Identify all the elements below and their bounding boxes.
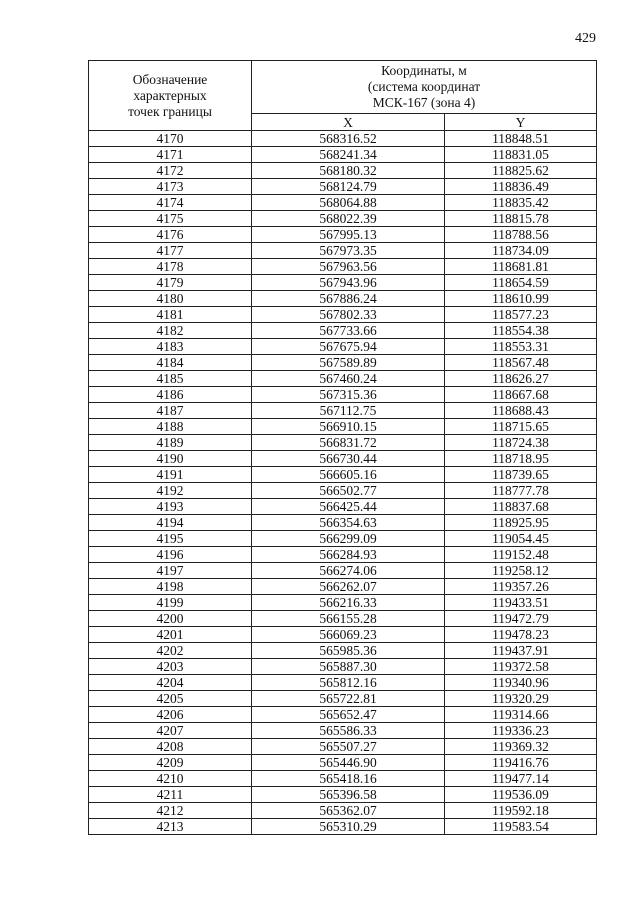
x-coordinate-cell: 565446.90	[252, 755, 445, 771]
table-row	[89, 435, 597, 451]
table-row	[89, 403, 597, 419]
y-coordinate-cell: 119472.79	[445, 611, 597, 627]
y-coordinate-cell: 118836.49	[445, 179, 597, 195]
table-row	[89, 707, 597, 723]
x-coordinate-cell: 566910.15	[252, 419, 445, 435]
table-row	[89, 531, 597, 547]
x-coordinate-cell: 568022.39	[252, 211, 445, 227]
x-coordinate-cell: 565722.81	[252, 691, 445, 707]
point-id-cell: 4183	[89, 339, 252, 355]
table-row	[89, 211, 597, 227]
y-coordinate-cell: 119372.58	[445, 659, 597, 675]
point-id-cell: 4192	[89, 483, 252, 499]
table-row	[89, 323, 597, 339]
point-id-cell: 4194	[89, 515, 252, 531]
y-coordinate-cell: 118815.78	[445, 211, 597, 227]
y-coordinate-cell: 118715.65	[445, 419, 597, 435]
y-coordinate-cell: 119314.66	[445, 707, 597, 723]
x-coordinate-cell: 567675.94	[252, 339, 445, 355]
x-coordinate-cell: 566069.23	[252, 627, 445, 643]
point-id-cell: 4205	[89, 691, 252, 707]
point-id-cell: 4173	[89, 179, 252, 195]
y-coordinate-cell: 119433.51	[445, 595, 597, 611]
table-body	[89, 131, 597, 835]
point-id-cell: 4188	[89, 419, 252, 435]
point-label-header-line: точек границы	[128, 103, 212, 119]
x-coordinate-cell: 566605.16	[252, 467, 445, 483]
table-row	[89, 595, 597, 611]
x-coordinate-cell: 565887.30	[252, 659, 445, 675]
point-id-cell: 4199	[89, 595, 252, 611]
y-coordinate-cell: 118788.56	[445, 227, 597, 243]
x-coordinate-cell: 567886.24	[252, 291, 445, 307]
point-id-cell: 4197	[89, 563, 252, 579]
y-coordinate-cell: 119592.18	[445, 803, 597, 819]
coordinates-group-header	[252, 61, 597, 114]
y-coordinate-cell: 119437.91	[445, 643, 597, 659]
table-row	[89, 739, 597, 755]
y-coordinate-cell: 118626.27	[445, 371, 597, 387]
y-coordinate-cell: 118718.95	[445, 451, 597, 467]
y-coordinate-cell: 118739.65	[445, 467, 597, 483]
point-id-cell: 4170	[89, 131, 252, 147]
point-id-cell: 4207	[89, 723, 252, 739]
x-coordinate-cell: 565586.33	[252, 723, 445, 739]
y-coordinate-cell: 119336.23	[445, 723, 597, 739]
point-id-cell: 4211	[89, 787, 252, 803]
y-coordinate-cell: 118724.38	[445, 435, 597, 451]
y-coordinate-cell: 119477.14	[445, 771, 597, 787]
point-id-cell: 4208	[89, 739, 252, 755]
point-id-cell: 4209	[89, 755, 252, 771]
y-coordinate-cell: 118553.31	[445, 339, 597, 355]
y-coordinate-cell: 118925.95	[445, 515, 597, 531]
x-coordinate-cell: 566425.44	[252, 499, 445, 515]
coordinates-table	[88, 60, 597, 835]
y-coordinate-cell: 118734.09	[445, 243, 597, 259]
y-coordinate-cell: 118577.23	[445, 307, 597, 323]
table-row	[89, 499, 597, 515]
table-row	[89, 227, 597, 243]
table-row	[89, 787, 597, 803]
table-row	[89, 659, 597, 675]
y-coordinate-cell: 119369.32	[445, 739, 597, 755]
x-coordinate-cell: 566354.63	[252, 515, 445, 531]
y-coordinate-cell: 118837.68	[445, 499, 597, 515]
y-coordinate-cell: 119583.54	[445, 819, 597, 835]
table-row	[89, 163, 597, 179]
y-coordinate-cell: 119320.29	[445, 691, 597, 707]
y-coordinate-cell: 118688.43	[445, 403, 597, 419]
table-row	[89, 195, 597, 211]
y-coordinate-cell: 119478.23	[445, 627, 597, 643]
point-id-cell: 4200	[89, 611, 252, 627]
point-id-cell: 4190	[89, 451, 252, 467]
table-row	[89, 627, 597, 643]
point-id-cell: 4203	[89, 659, 252, 675]
point-label-header	[89, 61, 252, 131]
x-coordinate-cell: 567112.75	[252, 403, 445, 419]
table-row	[89, 355, 597, 371]
x-coordinate-cell: 565507.27	[252, 739, 445, 755]
y-coordinate-cell: 119054.45	[445, 531, 597, 547]
table-row	[89, 147, 597, 163]
x-coordinate-cell: 566502.77	[252, 483, 445, 499]
y-coordinate-cell: 119340.96	[445, 675, 597, 691]
x-coordinate-cell: 566262.07	[252, 579, 445, 595]
point-id-cell: 4182	[89, 323, 252, 339]
table-row	[89, 243, 597, 259]
x-coordinate-cell: 565362.07	[252, 803, 445, 819]
x-coordinate-cell: 565418.16	[252, 771, 445, 787]
x-coordinate-cell: 566730.44	[252, 451, 445, 467]
x-coordinate-cell: 565985.36	[252, 643, 445, 659]
point-id-cell: 4176	[89, 227, 252, 243]
y-coordinate-cell: 118610.99	[445, 291, 597, 307]
table-row	[89, 451, 597, 467]
x-coordinate-cell: 567733.66	[252, 323, 445, 339]
table-row	[89, 547, 597, 563]
table-row	[89, 643, 597, 659]
point-id-cell: 4181	[89, 307, 252, 323]
x-coordinate-cell: 567963.56	[252, 259, 445, 275]
table-row	[89, 771, 597, 787]
point-id-cell: 4174	[89, 195, 252, 211]
point-id-cell: 4204	[89, 675, 252, 691]
table-row	[89, 339, 597, 355]
y-coordinate-cell: 118681.81	[445, 259, 597, 275]
coordinates-header-line: (система координат	[367, 79, 481, 94]
table-row	[89, 755, 597, 771]
x-column-header: X	[252, 114, 445, 131]
table-row	[89, 691, 597, 707]
y-coordinate-cell: 118831.05	[445, 147, 597, 163]
point-id-cell: 4185	[89, 371, 252, 387]
y-coordinate-cell: 119357.26	[445, 579, 597, 595]
point-label-header-line: характерных	[133, 87, 207, 103]
x-coordinate-cell: 566299.09	[252, 531, 445, 547]
x-coordinate-cell: 567802.33	[252, 307, 445, 323]
point-id-cell: 4210	[89, 771, 252, 787]
x-coordinate-cell: 567460.24	[252, 371, 445, 387]
y-coordinate-cell: 119152.48	[445, 547, 597, 563]
table-row	[89, 611, 597, 627]
point-id-cell: 4202	[89, 643, 252, 659]
x-coordinate-cell: 568241.34	[252, 147, 445, 163]
table-row	[89, 723, 597, 739]
y-coordinate-cell: 118777.78	[445, 483, 597, 499]
point-id-cell: 4191	[89, 467, 252, 483]
y-coordinate-cell: 119416.76	[445, 755, 597, 771]
x-coordinate-cell: 565396.58	[252, 787, 445, 803]
x-coordinate-cell: 566216.33	[252, 595, 445, 611]
table-row	[89, 179, 597, 195]
x-coordinate-cell: 568316.52	[252, 131, 445, 147]
point-id-cell: 4212	[89, 803, 252, 819]
table-row	[89, 483, 597, 499]
x-coordinate-cell: 565310.29	[252, 819, 445, 835]
x-coordinate-cell: 565812.16	[252, 675, 445, 691]
table-row	[89, 307, 597, 323]
table-row	[89, 563, 597, 579]
x-coordinate-cell: 568124.79	[252, 179, 445, 195]
x-coordinate-cell: 567589.89	[252, 355, 445, 371]
y-coordinate-cell: 119536.09	[445, 787, 597, 803]
y-coordinate-cell: 118667.68	[445, 387, 597, 403]
table-row	[89, 675, 597, 691]
x-coordinate-cell: 566284.93	[252, 547, 445, 563]
table-row	[89, 467, 597, 483]
point-id-cell: 4177	[89, 243, 252, 259]
table-row	[89, 803, 597, 819]
point-id-cell: 4189	[89, 435, 252, 451]
point-id-cell: 4187	[89, 403, 252, 419]
y-coordinate-cell: 118825.62	[445, 163, 597, 179]
point-id-cell: 4196	[89, 547, 252, 563]
point-id-cell: 4180	[89, 291, 252, 307]
coordinates-header-line: МСК-167 (зона 4)	[372, 95, 476, 110]
x-coordinate-cell: 567973.35	[252, 243, 445, 259]
table-row	[89, 291, 597, 307]
y-coordinate-cell: 118554.38	[445, 323, 597, 339]
table-row	[89, 371, 597, 387]
table-row	[89, 419, 597, 435]
point-id-cell: 4179	[89, 275, 252, 291]
x-coordinate-cell: 567995.13	[252, 227, 445, 243]
y-coordinate-cell: 118567.48	[445, 355, 597, 371]
point-id-cell: 4175	[89, 211, 252, 227]
point-label-header-line: Обозначение	[132, 71, 208, 87]
point-id-cell: 4178	[89, 259, 252, 275]
y-coordinate-cell: 118835.42	[445, 195, 597, 211]
point-id-cell: 4213	[89, 819, 252, 835]
x-coordinate-cell: 565652.47	[252, 707, 445, 723]
page-number: 429	[575, 31, 596, 46]
point-id-cell: 4193	[89, 499, 252, 515]
table-row	[89, 515, 597, 531]
table-row	[89, 131, 597, 147]
point-id-cell: 4171	[89, 147, 252, 163]
point-id-cell: 4195	[89, 531, 252, 547]
x-coordinate-cell: 566831.72	[252, 435, 445, 451]
point-id-cell: 4186	[89, 387, 252, 403]
x-coordinate-cell: 567943.96	[252, 275, 445, 291]
point-id-cell: 4184	[89, 355, 252, 371]
table-row	[89, 275, 597, 291]
table-row	[89, 819, 597, 835]
table-row	[89, 387, 597, 403]
y-column-header: Y	[445, 114, 597, 131]
coordinates-header-line: Координаты, м	[381, 63, 467, 78]
y-coordinate-cell: 118848.51	[445, 131, 597, 147]
point-id-cell: 4172	[89, 163, 252, 179]
point-id-cell: 4201	[89, 627, 252, 643]
point-id-cell: 4206	[89, 707, 252, 723]
point-id-cell: 4198	[89, 579, 252, 595]
x-coordinate-cell: 567315.36	[252, 387, 445, 403]
table-row	[89, 579, 597, 595]
x-coordinate-cell: 568064.88	[252, 195, 445, 211]
y-coordinate-cell: 118654.59	[445, 275, 597, 291]
y-coordinate-cell: 119258.12	[445, 563, 597, 579]
table-row	[89, 259, 597, 275]
x-coordinate-cell: 568180.32	[252, 163, 445, 179]
x-coordinate-cell: 566155.28	[252, 611, 445, 627]
x-coordinate-cell: 566274.06	[252, 563, 445, 579]
